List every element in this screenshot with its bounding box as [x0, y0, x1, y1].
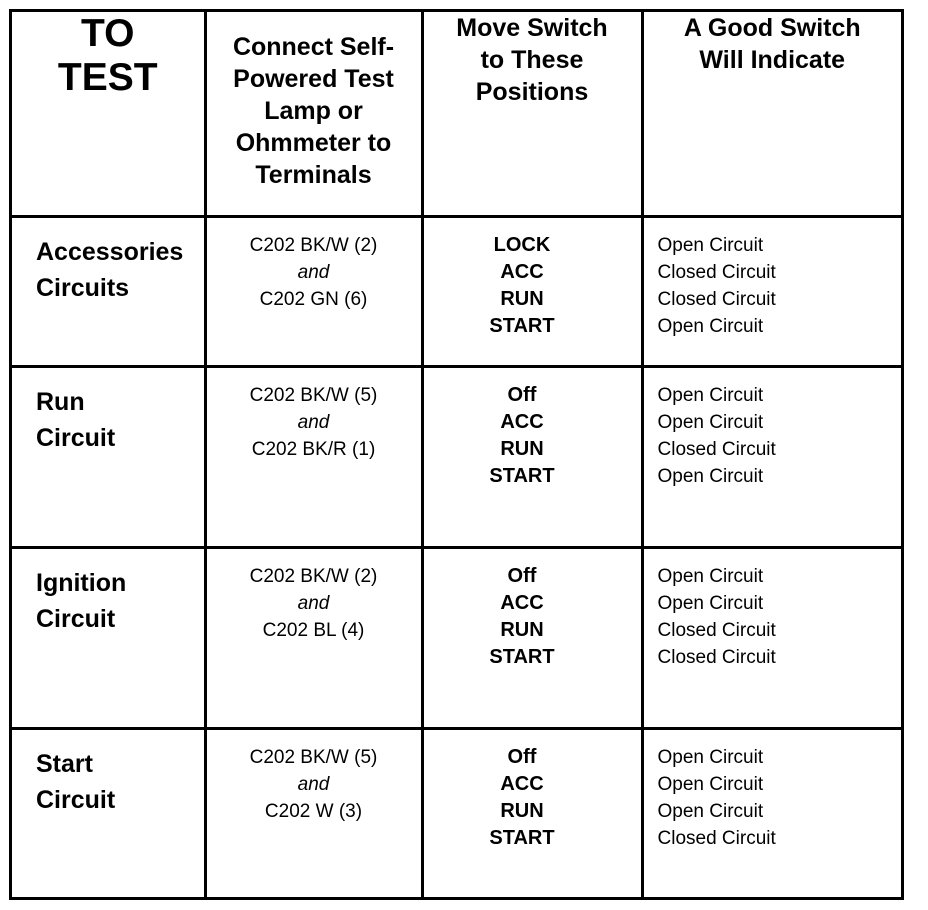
switch-test-table	[12, 12, 901, 897]
switch-position: RUN	[500, 618, 544, 641]
terminals-cell	[205, 366, 422, 547]
table-row	[12, 366, 901, 547]
positions-cell	[422, 547, 642, 728]
switch-position: Off	[507, 564, 537, 587]
positions-cell	[422, 366, 642, 547]
result-text: Open Circuit	[657, 592, 764, 614]
table-row	[12, 547, 901, 728]
header-good-switch	[642, 12, 901, 216]
result-text: Closed Circuit	[657, 288, 776, 310]
result-text: Closed Circuit	[657, 438, 776, 460]
header-line: TEST	[57, 56, 158, 99]
results-cell	[642, 366, 901, 547]
result-text: Open Circuit	[657, 411, 764, 433]
switch-position: START	[489, 314, 555, 337]
header-line: TO	[81, 12, 135, 55]
test-name: Circuits	[36, 273, 130, 302]
terminal-conjunction: and	[297, 592, 330, 614]
result-text: Open Circuit	[657, 565, 764, 587]
positions-cell	[422, 216, 642, 366]
test-name: Circuit	[36, 423, 116, 452]
header-line: Connect Self-	[232, 33, 395, 61]
header-line: Powered Test	[233, 65, 394, 93]
test-cell	[12, 728, 205, 897]
switch-position: LOCK	[493, 233, 551, 256]
header-line: Will Indicate	[699, 46, 846, 74]
header-line: to These	[480, 46, 584, 74]
result-text: Closed Circuit	[657, 261, 776, 283]
result-text: Open Circuit	[657, 384, 764, 406]
result-text: Open Circuit	[657, 800, 764, 822]
test-cell	[12, 216, 205, 366]
results-cell	[642, 216, 901, 366]
switch-position: ACC	[500, 410, 544, 433]
header-line: Ohmmeter to	[235, 129, 392, 157]
result-text: Open Circuit	[657, 746, 764, 768]
result-text: Closed Circuit	[657, 827, 776, 849]
test-cell	[12, 547, 205, 728]
switch-position: START	[489, 464, 555, 487]
ignition-switch-test-chart	[9, 9, 904, 900]
switch-position: START	[489, 826, 555, 849]
terminal-a: C202 BK/W (2)	[249, 565, 378, 587]
header-line: A Good Switch	[683, 14, 861, 42]
test-name: Ignition	[36, 568, 127, 597]
table-row	[12, 216, 901, 366]
result-text: Closed Circuit	[657, 646, 776, 668]
switch-position: Off	[507, 745, 537, 768]
header-to-test	[12, 12, 205, 216]
header-line: Terminals	[255, 161, 372, 189]
header-row	[12, 12, 901, 216]
terminal-a: C202 BK/W (5)	[249, 384, 378, 406]
header-line: Positions	[475, 78, 589, 106]
switch-position: RUN	[500, 437, 544, 460]
table-row	[12, 728, 901, 897]
test-name: Start	[36, 749, 93, 778]
result-text: Open Circuit	[657, 465, 764, 487]
results-cell	[642, 728, 901, 897]
results-cell	[642, 547, 901, 728]
terminal-conjunction: and	[297, 773, 330, 795]
result-text: Open Circuit	[657, 773, 764, 795]
terminal-a: C202 BK/W (2)	[249, 234, 378, 256]
header-connect	[205, 12, 422, 216]
test-cell	[12, 366, 205, 547]
terminal-b: C202 GN (6)	[259, 288, 368, 310]
switch-position: RUN	[500, 287, 544, 310]
result-text: Closed Circuit	[657, 619, 776, 641]
terminals-cell	[205, 547, 422, 728]
header-line: Move Switch	[456, 14, 608, 42]
header-move-switch	[422, 12, 642, 216]
terminals-cell	[205, 216, 422, 366]
result-text: Open Circuit	[657, 234, 764, 256]
terminal-b: C202 W (3)	[264, 800, 363, 822]
test-name: Accessories	[36, 237, 184, 266]
switch-position: ACC	[500, 772, 544, 795]
switch-position: RUN	[500, 799, 544, 822]
test-name: Run	[36, 387, 85, 416]
switch-position: Off	[507, 383, 537, 406]
positions-cell	[422, 728, 642, 897]
terminal-b: C202 BK/R (1)	[251, 438, 376, 460]
switch-position: ACC	[500, 591, 544, 614]
switch-position: START	[489, 645, 555, 668]
terminal-b: C202 BL (4)	[262, 619, 365, 641]
terminal-conjunction: and	[297, 261, 330, 283]
terminal-conjunction: and	[297, 411, 330, 433]
switch-position: ACC	[500, 260, 544, 283]
terminals-cell	[205, 728, 422, 897]
terminal-a: C202 BK/W (5)	[249, 746, 378, 768]
test-name: Circuit	[36, 785, 116, 814]
header-line: Lamp or	[264, 97, 363, 125]
result-text: Open Circuit	[657, 315, 764, 337]
test-name: Circuit	[36, 604, 116, 633]
